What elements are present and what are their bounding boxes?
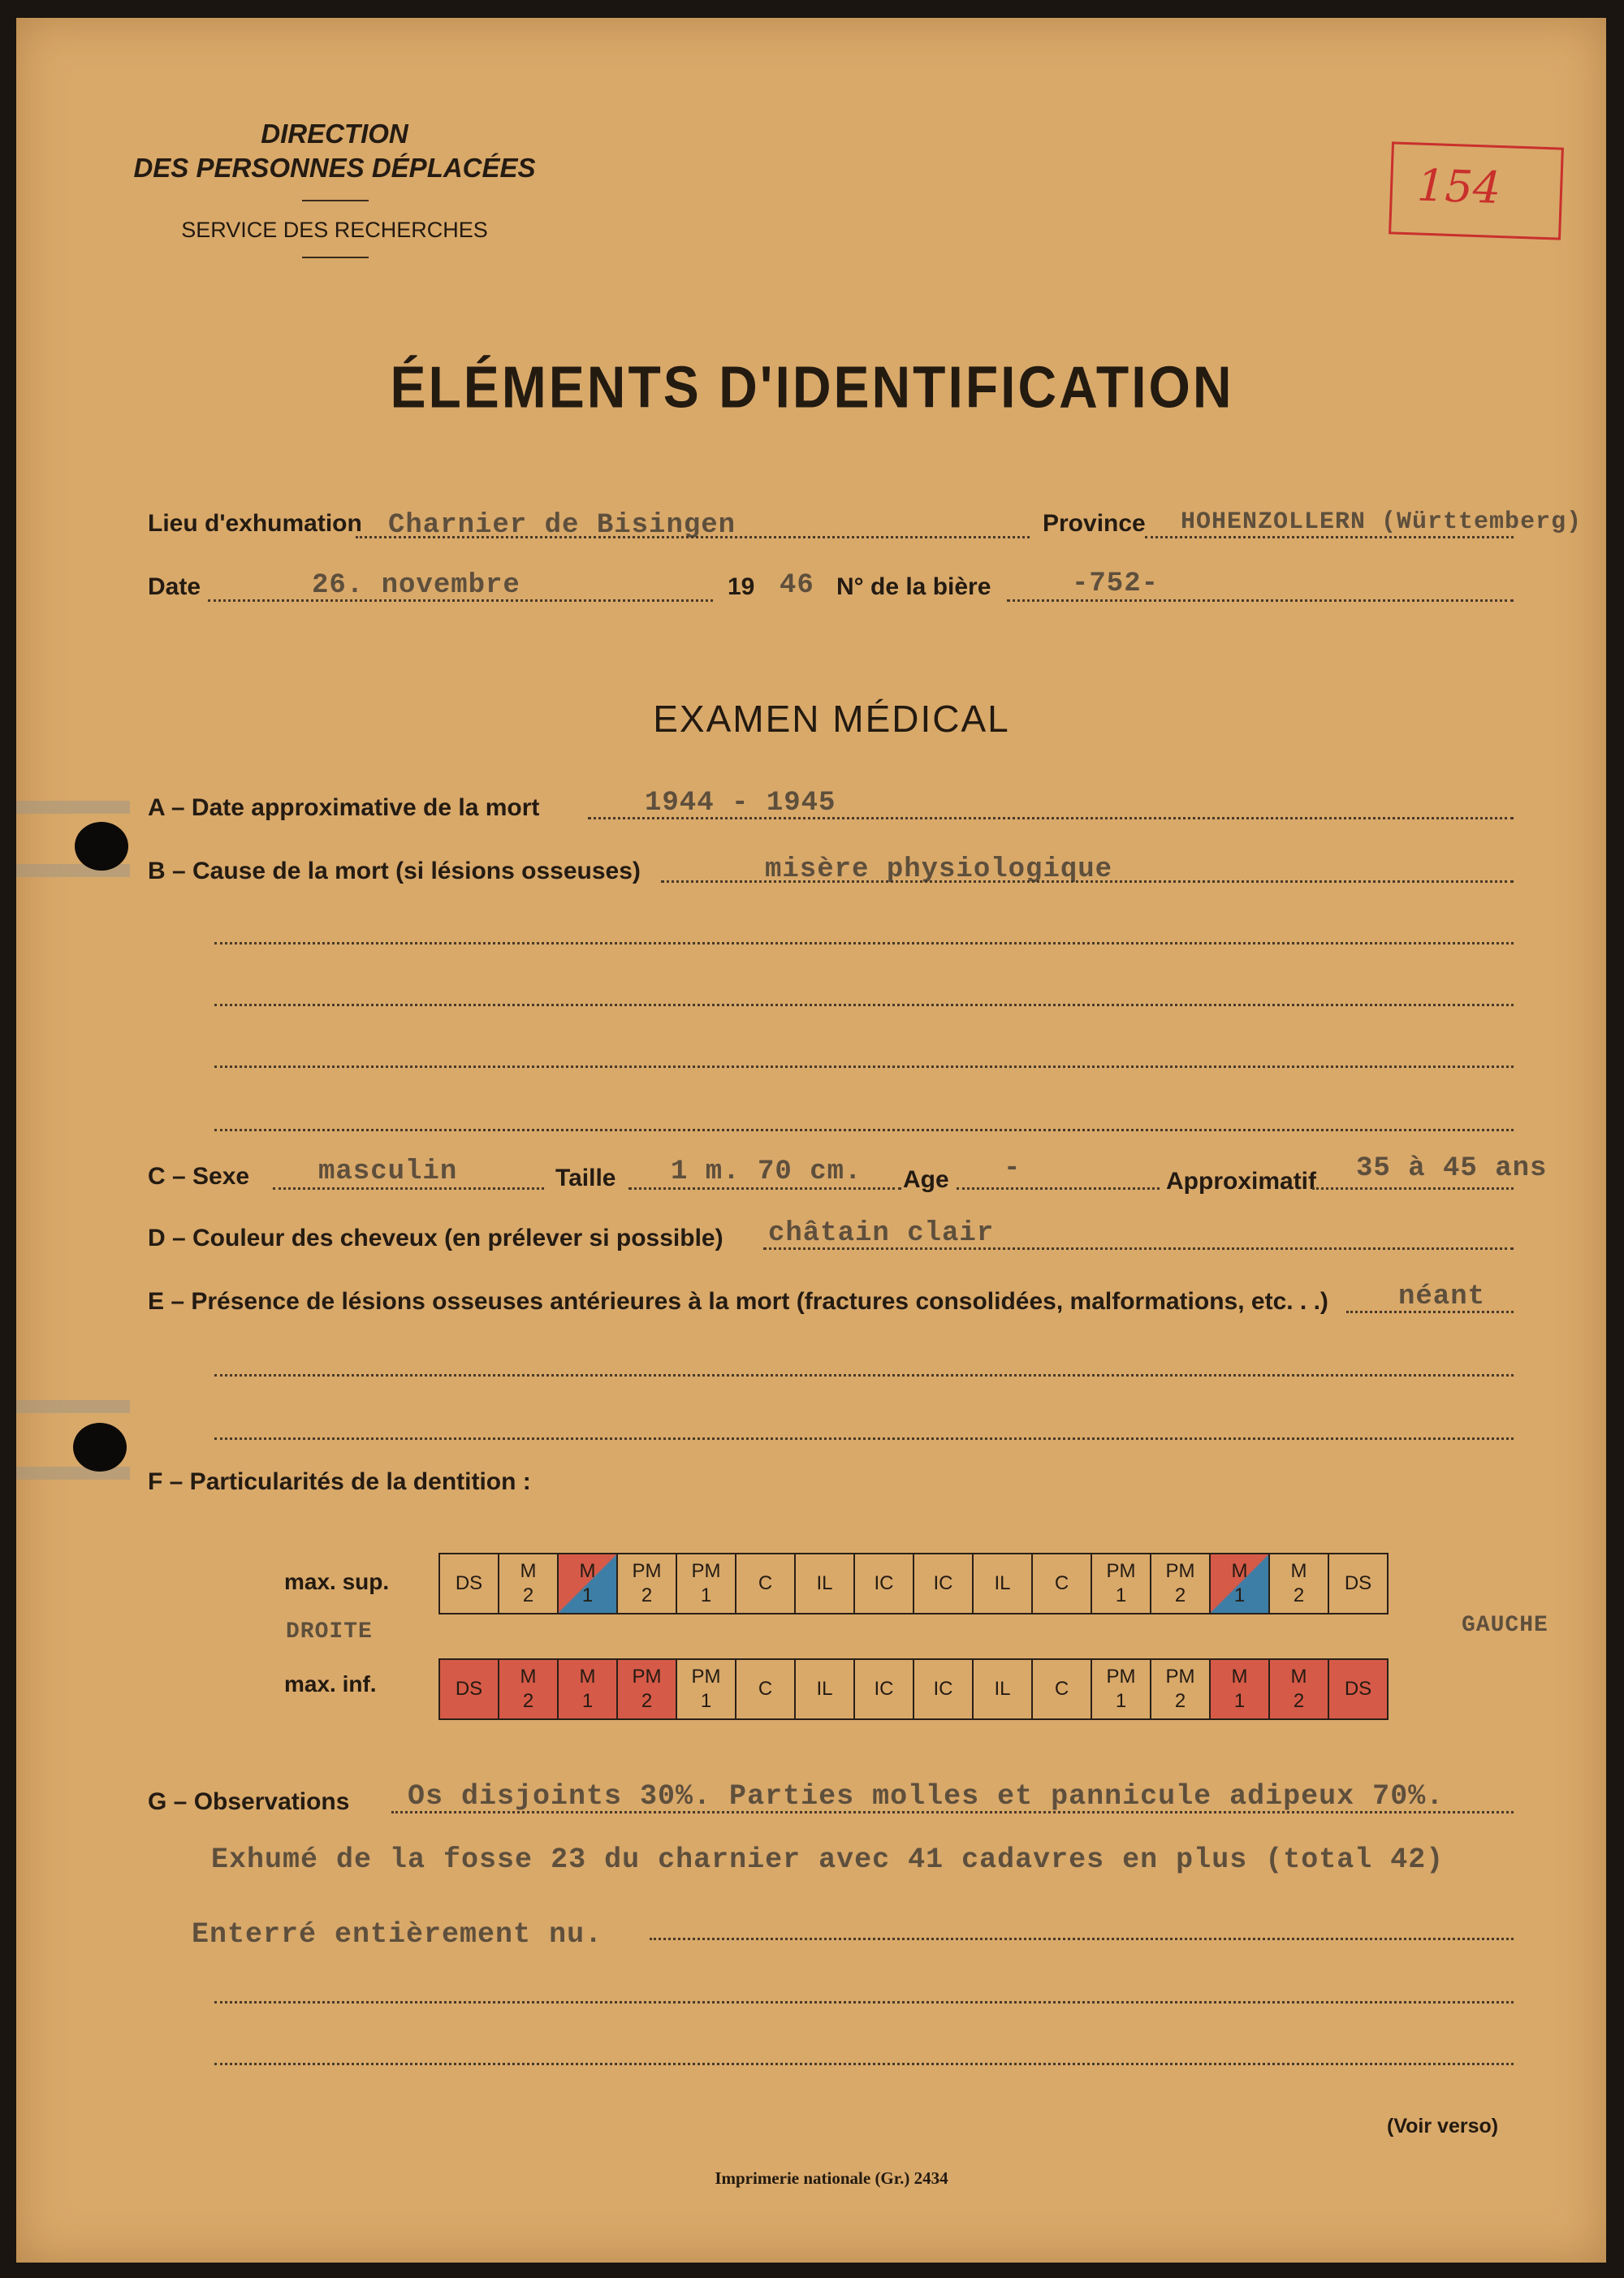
- fill-line: [1007, 599, 1514, 602]
- fill-line: [1312, 1187, 1514, 1190]
- fill-line: [214, 1066, 1514, 1068]
- tooth-code: PM: [691, 1560, 721, 1582]
- fill-line: [214, 1374, 1514, 1377]
- observation-line-3: Enterré entièrement nu.: [192, 1918, 603, 1951]
- lieu-value: Charnier de Bisingen: [388, 510, 736, 541]
- fill-line: [214, 1437, 1514, 1440]
- lower-tooth-ds: [439, 1659, 499, 1719]
- tooth-code: DS: [1344, 1678, 1372, 1700]
- upper-tooth-ds: [439, 1554, 499, 1614]
- tape-strip: [16, 1467, 130, 1480]
- lower-tooth-c: [1032, 1659, 1091, 1719]
- item-d-value: châtain clair: [768, 1218, 995, 1249]
- lower-tooth-pm1: [1091, 1659, 1151, 1719]
- item-a-value: 1944 - 1945: [645, 788, 836, 819]
- tooth-code: PM: [1165, 1560, 1195, 1582]
- upper-tooth-c: [736, 1554, 795, 1614]
- tooth-code: M: [1231, 1666, 1248, 1688]
- tooth-code: IL: [816, 1572, 833, 1594]
- tooth-code: C: [758, 1678, 773, 1700]
- tooth-number: 1: [1115, 1584, 1127, 1606]
- fill-line: [628, 1187, 901, 1190]
- upper-tooth-il: [795, 1554, 854, 1614]
- tooth-code: IC: [933, 1678, 953, 1700]
- upper-tooth-il: [973, 1554, 1032, 1614]
- lower-tooth-ic: [854, 1659, 914, 1719]
- age-value: -: [1004, 1153, 1021, 1184]
- upper-tooth-pm1: [676, 1554, 736, 1614]
- tooth-number: 1: [581, 1690, 594, 1712]
- tooth-code: IL: [816, 1678, 833, 1700]
- tooth-number: 2: [1174, 1584, 1186, 1606]
- date-label: Date: [148, 573, 201, 600]
- voir-verso: (Voir verso): [1387, 2115, 1499, 2138]
- tooth-code: IC: [933, 1572, 953, 1594]
- date-value: 26. novembre: [312, 570, 520, 601]
- item-e-value: néant: [1398, 1282, 1486, 1312]
- page-title: ÉLÉMENTS D'IDENTIFICATION: [390, 353, 1234, 420]
- fill-line: [214, 1004, 1514, 1006]
- fill-line: [214, 2001, 1514, 2004]
- approx-value: 35 à 45 ans: [1356, 1153, 1548, 1184]
- fill-line: [957, 1187, 1160, 1190]
- lower-tooth-m2: [1269, 1659, 1328, 1719]
- tooth-number: 2: [1293, 1690, 1305, 1712]
- item-a-label: A – Date approximative de la mort: [148, 794, 540, 821]
- item-b-value: misère physiologique: [765, 854, 1113, 885]
- tooth-code: M: [520, 1666, 537, 1688]
- gauche-label: GAUCHE: [1462, 1613, 1548, 1638]
- fill-line: [273, 1187, 544, 1190]
- fill-line: [214, 2063, 1514, 2065]
- upper-tooth-m2: [499, 1554, 558, 1614]
- tooth-code: M: [520, 1560, 537, 1582]
- tooth-code: DS: [455, 1678, 483, 1700]
- fill-line: [650, 1938, 1514, 1940]
- tooth-code: C: [1054, 1572, 1069, 1594]
- province-label: Province: [1043, 510, 1146, 537]
- item-e-label: E – Présence de lésions osseuses antérieures à la mort (fractures consolidées, malformations, etc. . .): [148, 1288, 1328, 1315]
- tooth-number: 2: [1293, 1584, 1305, 1606]
- droite-label: DROITE: [286, 1619, 373, 1645]
- header-divider: [302, 200, 369, 201]
- tooth-code: PM: [1165, 1666, 1195, 1688]
- lower-tooth-pm2: [617, 1659, 676, 1719]
- observation-line-1: Os disjoints 30%. Parties molles et pannicule adipeux 70%.: [408, 1780, 1445, 1813]
- tooth-number: 2: [641, 1690, 653, 1712]
- tooth-code: C: [1054, 1678, 1069, 1700]
- tooth-code: PM: [1106, 1560, 1136, 1582]
- fill-line: [214, 1129, 1514, 1131]
- item-b-label: B – Cause de la mort (si lésions osseuses): [148, 858, 641, 884]
- tooth-number: 2: [522, 1584, 534, 1606]
- upper-tooth-pm1: [1091, 1554, 1151, 1614]
- upper-tooth-m1: [558, 1554, 617, 1614]
- stamp-number: 154: [1416, 159, 1502, 214]
- lower-tooth-m1: [1210, 1659, 1269, 1719]
- max-sup-label: max. sup.: [284, 1569, 390, 1594]
- punch-hole: [73, 1423, 127, 1472]
- sexe-value: masculin: [318, 1156, 458, 1187]
- upper-tooth-c: [1032, 1554, 1091, 1614]
- punch-hole: [75, 822, 128, 871]
- tooth-code: IL: [994, 1678, 1011, 1700]
- tooth-code: M: [579, 1560, 596, 1582]
- header-direction: DIRECTION: [261, 119, 408, 149]
- upper-tooth-ic: [854, 1554, 914, 1614]
- lower-tooth-c: [736, 1659, 795, 1719]
- tooth-code: IL: [994, 1572, 1011, 1594]
- taille-label: Taille: [555, 1165, 616, 1191]
- lower-tooth-m2: [499, 1659, 558, 1719]
- tooth-number: 1: [1115, 1690, 1127, 1712]
- upper-tooth-ds: [1328, 1554, 1388, 1614]
- province-value: HOHENZOLLERN (Württemberg): [1181, 508, 1583, 536]
- taille-value: 1 m. 70 cm.: [671, 1156, 862, 1187]
- lower-tooth-pm1: [676, 1659, 736, 1719]
- header-service: SERVICE DES RECHERCHES: [181, 218, 488, 242]
- tooth-code: M: [579, 1666, 596, 1688]
- section-title: EXAMEN MÉDICAL: [653, 698, 1010, 740]
- lower-tooth-ic: [914, 1659, 973, 1719]
- tooth-number: 2: [1174, 1690, 1186, 1712]
- upper-tooth-pm2: [617, 1554, 676, 1614]
- tooth-code: DS: [455, 1572, 483, 1594]
- lower-teeth-chart: [438, 1658, 1389, 1720]
- tooth-code: PM: [1106, 1666, 1136, 1688]
- item-d-label: D – Couleur des cheveux (en prélever si possible): [148, 1225, 723, 1251]
- lower-tooth-m1: [558, 1659, 617, 1719]
- tape-strip: [16, 801, 130, 814]
- approx-label: Approximatif: [1166, 1168, 1317, 1195]
- header-divider: [302, 257, 369, 258]
- tooth-code: IC: [874, 1572, 894, 1594]
- tooth-number: 1: [1233, 1584, 1246, 1606]
- biere-label: N° de la bière: [836, 573, 991, 600]
- tooth-number: 1: [1233, 1690, 1246, 1712]
- lieu-label: Lieu d'exhumation: [148, 510, 362, 537]
- tooth-code: C: [758, 1572, 773, 1594]
- biere-value: -752-: [1072, 568, 1160, 599]
- lower-tooth-il: [795, 1659, 854, 1719]
- lower-tooth-il: [973, 1659, 1032, 1719]
- tooth-code: PM: [632, 1560, 662, 1582]
- observation-line-2: Exhumé de la fosse 23 du charnier avec 41 cadavres en plus (total 42): [211, 1844, 1445, 1876]
- year-value: 46: [780, 570, 814, 601]
- upper-tooth-m2: [1269, 1554, 1328, 1614]
- tape-strip: [16, 1400, 130, 1413]
- printer-imprint: Imprimerie nationale (Gr.) 2434: [715, 2168, 948, 2188]
- header-department: DES PERSONNES DÉPLACÉES: [133, 153, 536, 183]
- tooth-number: 1: [700, 1690, 712, 1712]
- age-label: Age: [903, 1166, 949, 1193]
- fill-line: [214, 942, 1514, 944]
- tooth-code: PM: [691, 1666, 721, 1688]
- item-c-label: C – Sexe: [148, 1163, 250, 1190]
- year-prefix: 19: [728, 573, 755, 600]
- tooth-number: 1: [700, 1584, 712, 1606]
- item-f-label: F – Particularités de la dentition :: [148, 1468, 531, 1495]
- upper-tooth-ic: [914, 1554, 973, 1614]
- tooth-code: IC: [874, 1678, 894, 1700]
- lower-tooth-pm2: [1151, 1659, 1210, 1719]
- tooth-number: 2: [522, 1690, 534, 1712]
- lower-tooth-ds: [1328, 1659, 1388, 1719]
- tooth-code: PM: [632, 1666, 662, 1688]
- reference-stamp: [1389, 141, 1564, 240]
- tooth-code: M: [1290, 1560, 1307, 1582]
- upper-tooth-pm2: [1151, 1554, 1210, 1614]
- tooth-code: DS: [1344, 1572, 1372, 1594]
- fill-line: [1145, 536, 1514, 538]
- upper-tooth-m1: [1210, 1554, 1269, 1614]
- tooth-code: M: [1290, 1666, 1307, 1688]
- tooth-number: 1: [581, 1584, 594, 1606]
- upper-teeth-chart: [438, 1553, 1389, 1614]
- max-inf-label: max. inf.: [284, 1671, 377, 1697]
- tooth-code: M: [1231, 1560, 1248, 1582]
- item-g-label: G – Observations: [148, 1788, 350, 1815]
- tooth-number: 2: [641, 1584, 653, 1606]
